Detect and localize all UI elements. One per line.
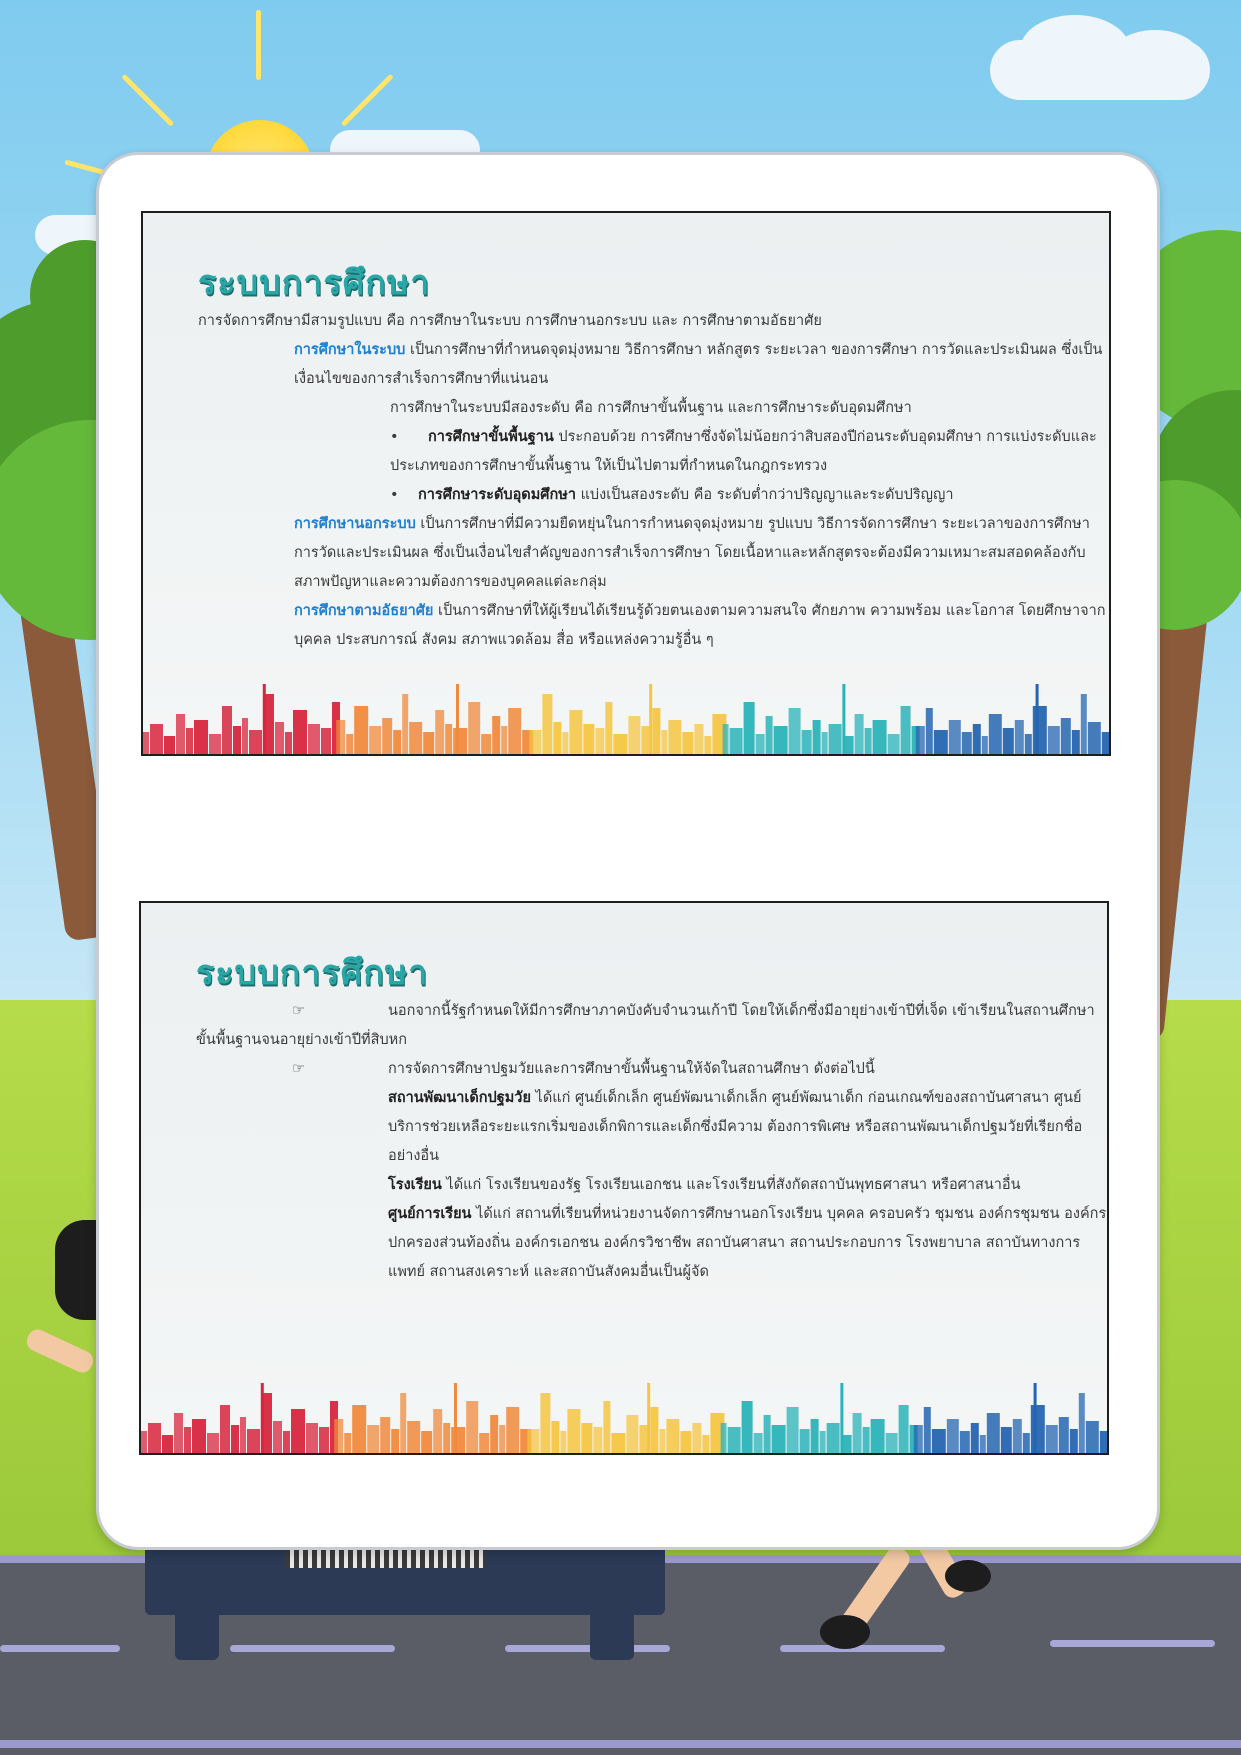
bus-wheel — [175, 1590, 219, 1660]
skyline-building — [873, 720, 887, 754]
paragraph-informal — [198, 597, 1111, 655]
skyline-building — [800, 1429, 810, 1453]
skyline-building — [1003, 728, 1014, 754]
skyline-building — [593, 1427, 602, 1453]
skyline-spire — [261, 1383, 264, 1453]
skyline-building — [926, 708, 933, 754]
paragraph-early — [196, 1055, 1109, 1084]
skyline-building — [774, 726, 788, 754]
keyword-formal: การศึกษาในระบบ — [294, 342, 406, 358]
skyline-building — [249, 730, 262, 754]
skyline-spire — [456, 684, 459, 754]
skyline-building — [827, 1423, 840, 1453]
slide-education-system-2 — [139, 901, 1109, 1455]
skyline-spire — [454, 1383, 457, 1453]
skyline-building — [402, 694, 408, 754]
skyline-building — [529, 730, 541, 754]
skyline-building — [220, 1405, 230, 1453]
skyline-building — [319, 1427, 329, 1453]
skyline-building — [291, 1409, 305, 1453]
skyline-building — [947, 1419, 959, 1453]
skyline-building — [551, 1421, 559, 1453]
skyline-building — [730, 728, 743, 754]
skyline-building — [275, 722, 284, 754]
skyline-building — [240, 1417, 246, 1453]
skyline-building — [1088, 722, 1101, 754]
skyline-building — [527, 1429, 539, 1453]
content-panel — [96, 152, 1160, 1550]
skyline-building — [352, 1405, 366, 1453]
skyline-building — [932, 1429, 946, 1453]
paragraph-text: นอกจากนี้รัฐกำหนดให้มีการศึกษาภาคบังคับจำนวนเก้าปี โดยให้เด็กซึ่งมีอายุย่างเข้าปีที่เจ็ด เข้าเรียนในสถานศึกษาขั้นพื้นฐานจนอายุย่างเข้าปีที่สิบหก — [196, 1003, 1095, 1048]
skyline-spire — [1036, 684, 1039, 754]
road-line — [230, 1645, 395, 1652]
paragraph-text: ได้แก่ โรงเรียนของรัฐ โรงเรียนเอกชน และโรงเรียนที่สังกัดสถาบันพุทธศาสนา หรือศาสนาอื่น — [441, 1177, 1021, 1193]
paragraph-nonformal — [198, 510, 1111, 597]
skyline-building — [756, 734, 765, 754]
skyline-spire — [1034, 1383, 1037, 1453]
skyline-building — [174, 1413, 183, 1453]
skyline-building — [433, 1409, 442, 1453]
skyline-building — [1086, 1421, 1099, 1453]
skyline-building — [886, 1433, 898, 1453]
skyline-building — [468, 702, 480, 754]
skyline-building — [306, 1423, 318, 1453]
skyline-building — [283, 1431, 290, 1453]
skyline-building — [853, 1413, 862, 1453]
slide-title: ระบบการศึกษา — [196, 953, 429, 993]
skyline-building — [971, 1423, 979, 1453]
skyline-building — [581, 1423, 592, 1453]
skyline-building — [1048, 726, 1060, 754]
bold-child-center: สถานพัฒนาเด็กปฐมวัย — [388, 1090, 531, 1106]
skyline-building — [924, 1407, 931, 1453]
skyline-building — [400, 1393, 406, 1453]
skyline-building — [567, 1409, 580, 1453]
skyline-building — [626, 1415, 638, 1453]
skyline-building — [321, 728, 331, 754]
paragraph-text: แบ่งเป็นสองระดับ คือ ระดับต่ำกว่าปริญญาและระดับปริญญา — [575, 487, 954, 503]
skyline-building — [293, 710, 307, 754]
skyline-building — [754, 1433, 763, 1453]
slide-body — [196, 997, 1109, 1287]
skyline-building — [540, 1393, 550, 1453]
skyline-building — [989, 714, 1002, 754]
skyline-building — [506, 1407, 519, 1453]
skyline-building — [393, 730, 401, 754]
skyline-spire — [649, 684, 652, 754]
skyline-building — [184, 1427, 191, 1453]
pointing-hand-icon: ☞ — [292, 1003, 305, 1019]
skyline-building — [789, 708, 801, 754]
skyline-building — [209, 734, 221, 754]
road-line — [780, 1645, 945, 1652]
pointing-hand-icon: ☞ — [292, 1061, 305, 1077]
keyword-informal: การศึกษาตามอัธยาศัย — [294, 603, 434, 619]
skyline-building — [1046, 1425, 1058, 1453]
skyline-spire — [842, 684, 845, 754]
skyline-building — [949, 720, 961, 754]
skyline-building — [659, 1429, 665, 1453]
skyline-building — [354, 706, 368, 754]
skyline-building — [176, 714, 185, 754]
skyline-building — [899, 1405, 909, 1453]
skyline-building — [982, 736, 988, 754]
skyline-building — [1015, 720, 1024, 754]
skyline-building — [811, 1419, 819, 1453]
skyline-building — [595, 728, 604, 754]
skyline-building — [466, 1401, 478, 1453]
skyline-building — [207, 1433, 219, 1453]
sun-ray — [256, 10, 261, 80]
skyline-building — [273, 1421, 282, 1453]
skyline-building — [829, 724, 842, 754]
skyline-building — [822, 732, 828, 754]
slide-education-system-1 — [141, 211, 1111, 756]
road-line — [0, 1645, 120, 1652]
paragraph-text: ได้แก่ สถานที่เรียนที่หน่วยงานจัดการศึกษานอกโรงเรียน บุคคล ครอบครัว ชุมชน องค์กรชุมชน องค์กรปกครองส่วนท้องถิ่น องค์กรเอกชน องค์กรวิชาชีพ สถาบันศาสนา สถานประกอบการ โรงพยาบาล สถาบันทางการแพทย์ สถานสงเคราะห์ และสถาบันสังคมอื่นเป็นผู้จัด — [388, 1206, 1107, 1280]
skyline-spire — [263, 684, 266, 754]
city-skyline — [141, 1378, 1107, 1453]
skyline-building — [148, 1423, 161, 1453]
skyline-building — [1013, 1419, 1022, 1453]
bold-higher: การศึกษาระดับอุดมศึกษา — [418, 487, 576, 503]
paragraph-text: ประกอบด้วย การศึกษาซึ่งจัดไม่น้อยกว่าสิบสองปีก่อนระดับอุดมศึกษา การแบ่งระดับและประเภทของการศึกษาขั้นพื้นฐาน ให้เป็นไปตามที่กำหนดในกฎกระทรวง — [390, 429, 1097, 474]
skyline-building — [1031, 1405, 1045, 1453]
skyline-building — [192, 1419, 206, 1453]
skyline-building — [562, 732, 568, 754]
skyline-building — [391, 1429, 399, 1453]
skyline-building — [1102, 732, 1109, 754]
paragraph-text: เป็นการศึกษาที่กำหนดจุดมุ่งหมาย วิธีการศึกษา หลักสูตร ระยะเวลา ของการศึกษา การวัดและประเมินผล ซึ่งเป็นเงื่อนไขของการสำเร็จการศึกษาที่แน่นอน — [294, 342, 1103, 387]
skyline-building — [1061, 718, 1071, 754]
bold-basic: การศึกษาขั้นพื้นฐาน — [428, 429, 554, 445]
skyline-building — [231, 1425, 239, 1453]
skyline-building — [666, 1419, 679, 1453]
skyline-building — [194, 720, 208, 754]
skyline-building — [242, 718, 248, 754]
skyline-building — [668, 720, 681, 754]
skyline-building — [409, 722, 422, 754]
skyline-building — [499, 1425, 505, 1453]
bold-learning-center: ศูนย์การเรียน — [388, 1206, 472, 1222]
skyline-building — [871, 1419, 885, 1453]
skyline-building — [744, 702, 755, 754]
paragraph-intro: การจัดการศึกษามีสามรูปแบบ คือ การศึกษาในระบบ การศึกษานอกระบบ และ การศึกษาตามอัธยาศัย — [198, 313, 822, 329]
skyline-building — [723, 724, 729, 754]
skyline-building — [1059, 1417, 1069, 1453]
bullet-icon: • — [390, 429, 399, 445]
skyline-building — [501, 726, 507, 754]
skyline-building — [560, 1431, 566, 1453]
skyline-building — [787, 1407, 799, 1453]
skyline-building — [680, 1431, 691, 1453]
skyline-building — [1025, 734, 1032, 754]
bullet-basic — [198, 423, 1111, 481]
skyline-building — [865, 728, 872, 754]
skyline-building — [150, 724, 163, 754]
road-edge — [0, 1740, 1241, 1748]
skyline-building — [820, 1431, 826, 1453]
slide-title: ระบบการศึกษา — [198, 263, 431, 303]
skyline-building — [382, 718, 392, 754]
bullet-higher — [198, 481, 1111, 510]
skyline-building — [336, 720, 345, 754]
skyline-building — [987, 1413, 1000, 1453]
skyline-building — [611, 1433, 625, 1453]
skyline-building — [583, 724, 594, 754]
skyline-building — [308, 724, 320, 754]
skyline-spire — [840, 1383, 843, 1453]
skyline-building — [1072, 730, 1080, 754]
cloud — [1110, 30, 1200, 85]
kid-shoe — [945, 1560, 991, 1592]
skyline-building — [344, 1433, 351, 1453]
kid-shoe — [820, 1615, 870, 1649]
skyline-building — [980, 1435, 986, 1453]
skyline-building — [1100, 1431, 1107, 1453]
skyline-building — [682, 732, 693, 754]
skyline-building — [661, 730, 667, 754]
skyline-building — [423, 732, 434, 754]
skyline-building — [143, 732, 149, 754]
bus-wheel — [590, 1590, 634, 1660]
skyline-building — [162, 1435, 173, 1453]
skyline-building — [605, 702, 612, 754]
paragraph-levels: การศึกษาในระบบมีสองระดับ คือ การศึกษาขั้นพื้นฐาน และการศึกษาระดับอุดมศึกษา — [390, 400, 912, 416]
skyline-building — [802, 730, 812, 754]
paragraph-text: เป็นการศึกษาที่มีความยืดหยุ่นในการกำหนดจุดมุ่งหมาย รูปแบบ วิธีการจัดการศึกษา ระยะเวลาของการศึกษา การวัดและประเมินผล ซึ่งเป็นเงื่อนไขสำคัญของการสำเร็จการศึกษา โดยเนื้อหาและหลักสูตรจะต้องมีความเหมาะสมสอดคล้องกับสภาพปัญหาและความต้องการของบุคคลแต่ละกลุ่ม — [294, 516, 1090, 590]
skyline-building — [960, 1431, 970, 1453]
skyline-building — [934, 730, 948, 754]
skyline-building — [492, 716, 500, 754]
paragraph-learning-center — [196, 1200, 1109, 1287]
skyline-building — [334, 1419, 343, 1453]
skyline-building — [380, 1417, 390, 1453]
skyline-building — [1033, 706, 1047, 754]
skyline-building — [479, 1433, 489, 1453]
skyline-building — [766, 716, 773, 754]
slide-body — [198, 307, 1111, 655]
skyline-building — [569, 710, 582, 754]
skyline-building — [435, 710, 444, 754]
skyline-building — [445, 724, 452, 754]
skyline-building — [490, 1415, 498, 1453]
skyline-building — [481, 734, 491, 754]
skyline-building — [451, 1427, 465, 1453]
bullet-icon: • — [390, 487, 399, 503]
skyline-building — [702, 1435, 709, 1453]
skyline-building — [542, 694, 552, 754]
paragraph-text: เป็นการศึกษาที่ให้ผู้เรียนได้เรียนรู้ด้วยตนเองตามความสนใจ ศักยภาพ ความพร้อม และโอกาส โดยศึกษาจากบุคคล ประสบการณ์ สังคม สภาพแวดล้อม สื่อ หรือแหล่งความรู้อื่น ๆ — [294, 603, 1106, 648]
paragraph-text: การจัดการศึกษาปฐมวัยและการศึกษาขั้นพื้นฐานให้จัดในสถานศึกษา ดังต่อไปนี้ — [388, 1061, 875, 1077]
skyline-building — [164, 736, 175, 754]
skyline-building — [285, 732, 292, 754]
road-line — [1050, 1640, 1215, 1647]
skyline-building — [233, 726, 241, 754]
bold-school: โรงเรียน — [388, 1177, 442, 1193]
road-line — [505, 1645, 670, 1652]
paragraph-formal — [198, 336, 1111, 394]
skyline-building — [916, 726, 925, 754]
paragraph-child-center — [196, 1084, 1109, 1171]
skyline-building — [613, 734, 627, 754]
skyline-building — [628, 716, 640, 754]
skyline-building — [813, 720, 821, 754]
skyline-building — [603, 1401, 610, 1453]
skyline-building — [863, 1427, 870, 1453]
skyline-building — [222, 706, 232, 754]
skyline-building — [888, 734, 900, 754]
skyline-building — [346, 734, 353, 754]
skyline-building — [914, 1425, 923, 1453]
skyline-building — [1023, 1433, 1030, 1453]
skyline-building — [369, 726, 381, 754]
skyline-building — [772, 1425, 786, 1453]
skyline-building — [962, 732, 972, 754]
keyword-nonformal: การศึกษานอกระบบ — [294, 516, 416, 532]
skyline-building — [453, 728, 467, 754]
skyline-building — [1079, 1393, 1085, 1453]
paragraph-text: ได้แก่ ศูนย์เด็กเล็ก ศูนย์พัฒนาเด็กเล็ก ศูนย์พัฒนาเด็ก ก่อนเกณฑ์ของสถาบันศาสนา ศูนย์บริการช่วยเหลือระยะแรกเริ่มของเด็กพิการและเด็กซึ่งมีความ ต้องการพิเศษ หรือสถานพัฒนาเด็กปฐมวัยที่เรียกชื่ออย่างอื่น — [388, 1090, 1083, 1164]
skyline-building — [855, 714, 864, 754]
city-skyline — [143, 679, 1109, 754]
skyline-building — [247, 1429, 260, 1453]
paragraph-school — [196, 1171, 1109, 1200]
skyline-building — [443, 1423, 450, 1453]
skyline-building — [367, 1425, 379, 1453]
skyline-building — [508, 708, 521, 754]
skyline-spire — [647, 1383, 650, 1453]
skyline-building — [650, 1407, 658, 1453]
skyline-building — [407, 1421, 420, 1453]
skyline-building — [704, 736, 711, 754]
skyline-building — [694, 724, 703, 754]
skyline-building — [1081, 694, 1087, 754]
skyline-building — [141, 1431, 147, 1453]
skyline-building — [1070, 1429, 1078, 1453]
skyline-building — [186, 728, 193, 754]
skyline-building — [1001, 1427, 1012, 1453]
skyline-building — [721, 1423, 727, 1453]
skyline-building — [742, 1401, 753, 1453]
skyline-building — [421, 1431, 432, 1453]
skyline-building — [973, 724, 981, 754]
skyline-building — [553, 722, 561, 754]
skyline-building — [728, 1427, 741, 1453]
skyline-building — [764, 1415, 771, 1453]
skyline-building — [901, 706, 911, 754]
skyline-building — [652, 708, 660, 754]
paragraph-compulsory — [196, 997, 1109, 1055]
skyline-building — [692, 1423, 701, 1453]
